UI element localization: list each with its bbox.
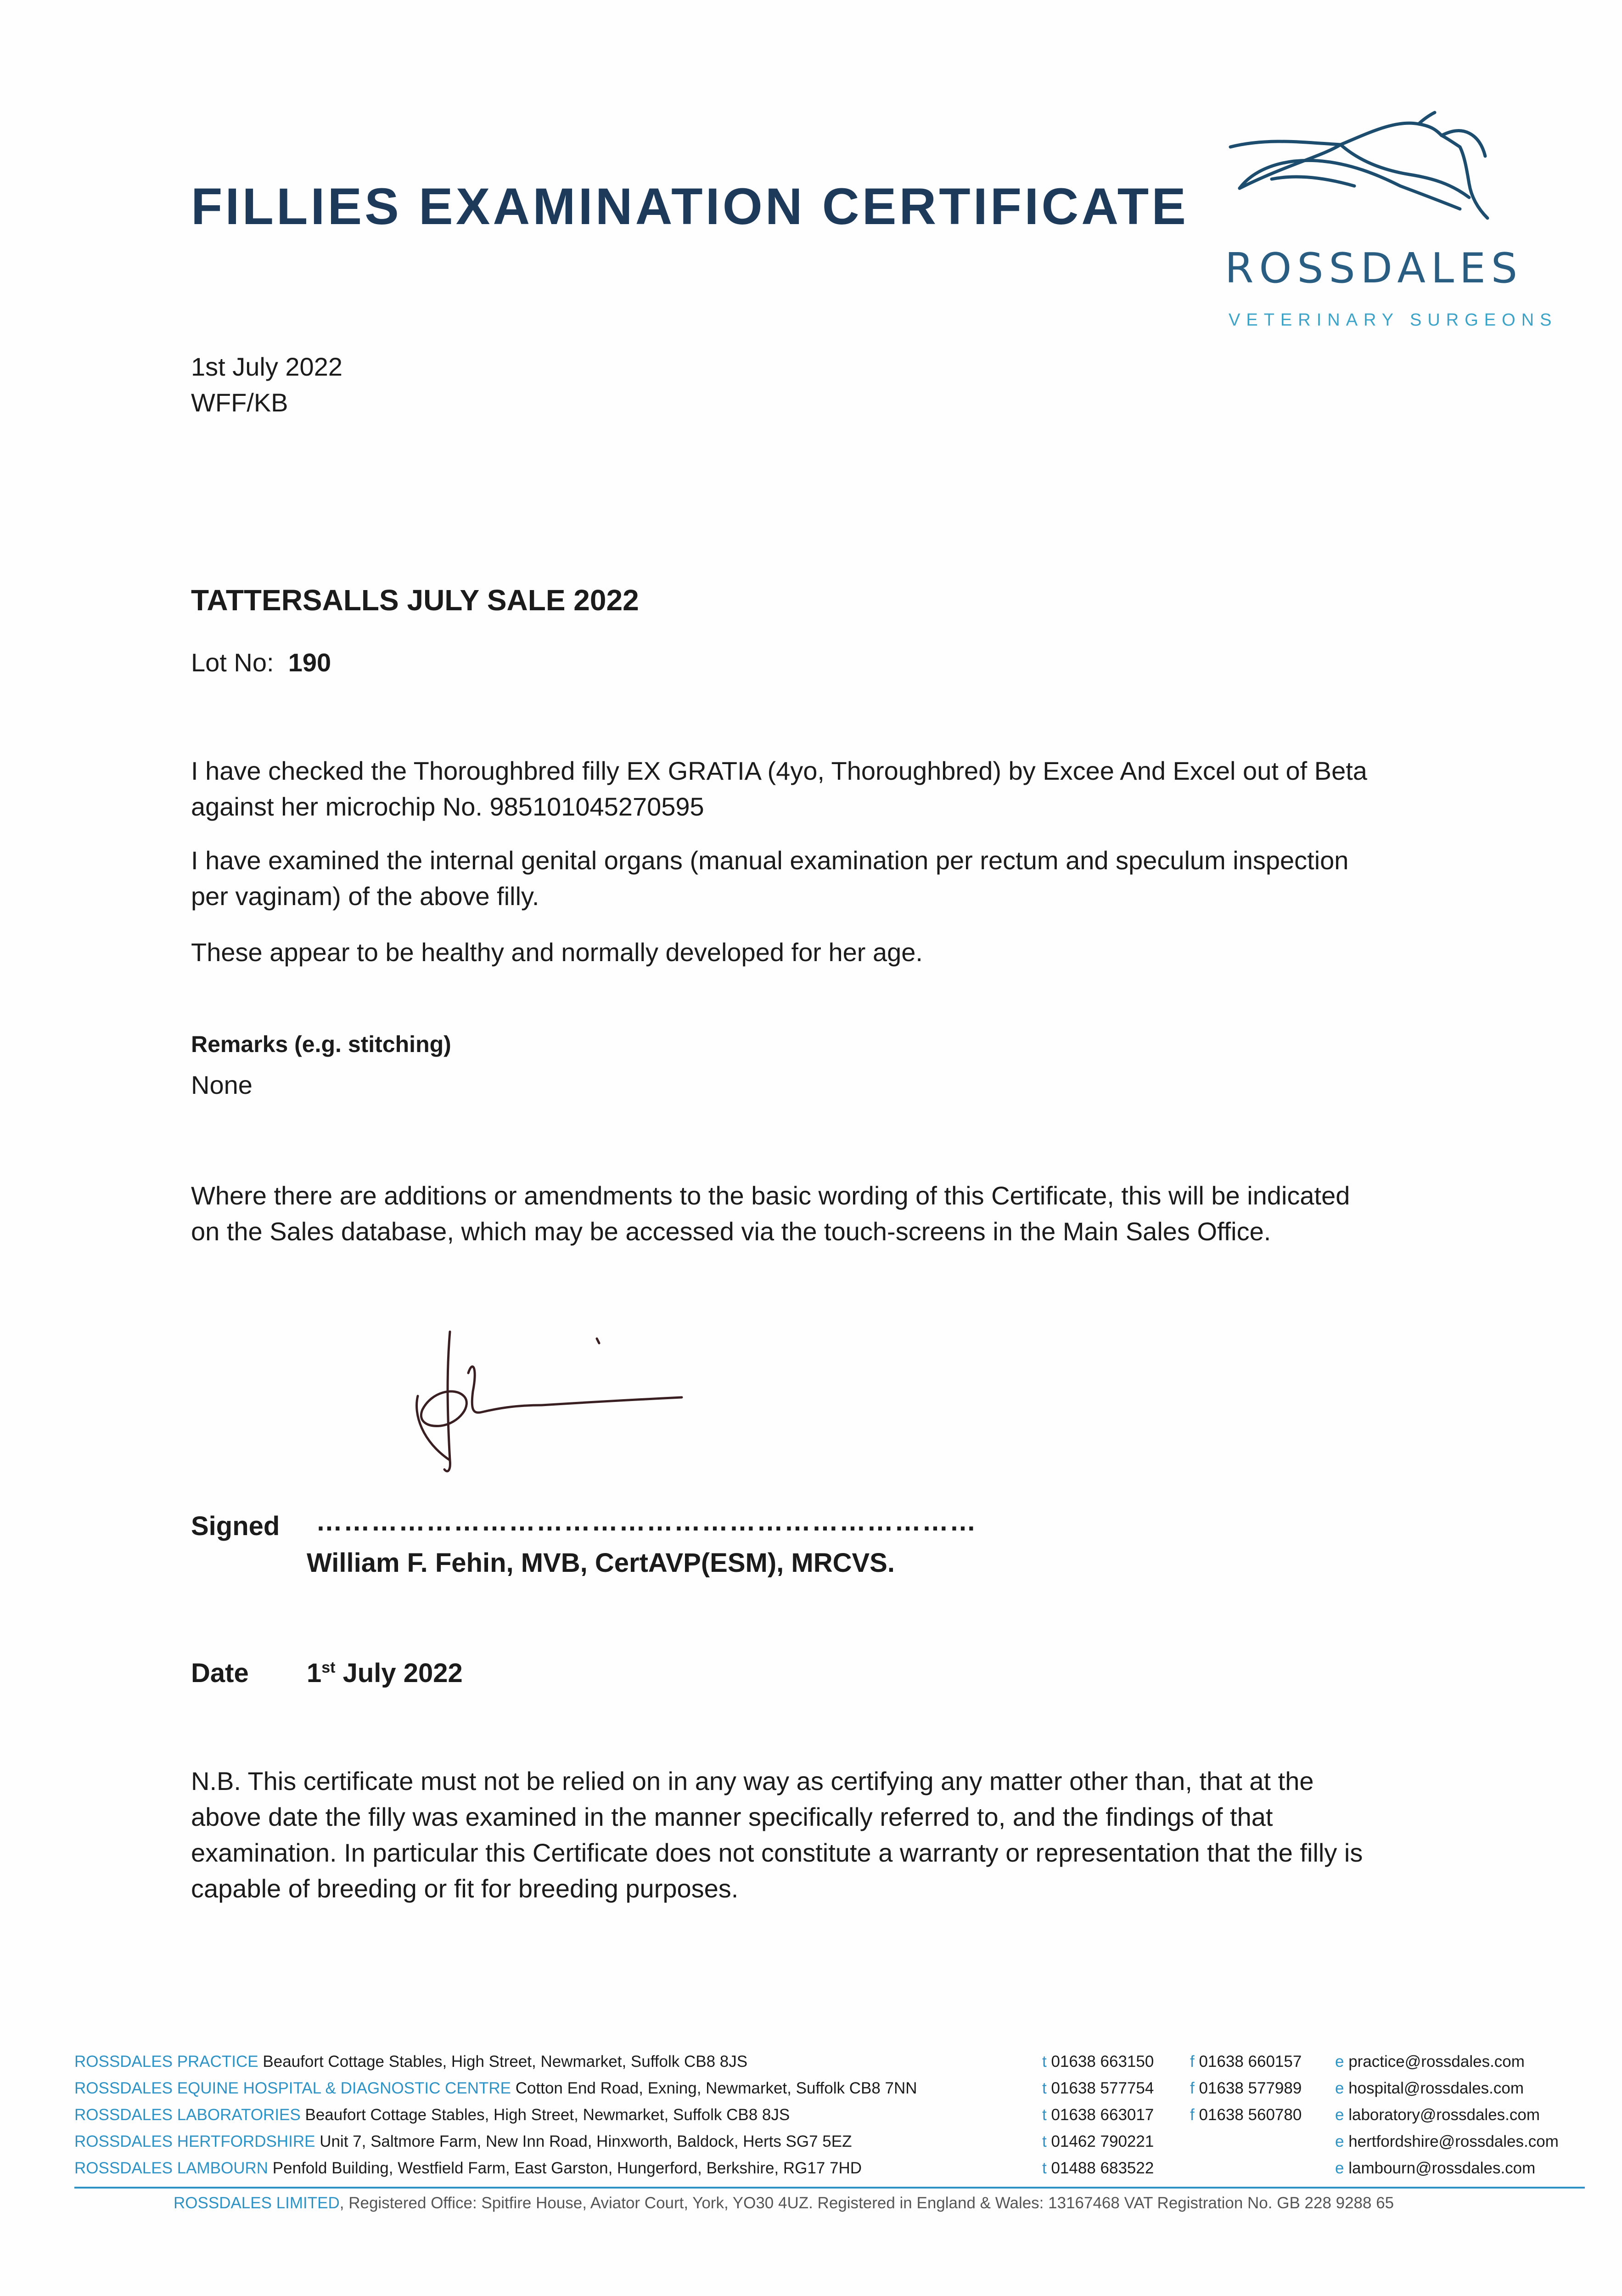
paragraph-identification [191, 753, 1444, 825]
office-address: Penfold Building, Westfield Farm, East Garston, Hungerford, Berkshire, RG17 7HD [272, 2159, 862, 2177]
office-address: Beaufort Cottage Stables, High Street, Newmarket, Suffolk CB8 8JS [305, 2106, 790, 2124]
footer-divider [74, 2187, 1585, 2189]
lot-number [191, 647, 331, 677]
office-fax: f 01638 577989 [1190, 2079, 1302, 2097]
footer-row [74, 2053, 747, 2071]
office-email[interactable]: e hertfordshire@rossdales.com [1335, 2133, 1559, 2150]
paragraph-line: N.B. This certificate must not be relied on in any way as certifying any matter other than, that at the [191, 1767, 1314, 1795]
office-email[interactable]: e practice@rossdales.com [1335, 2053, 1525, 2071]
office-email[interactable]: e hospital@rossdales.com [1335, 2079, 1524, 2097]
office-email[interactable]: e laboratory@rossdales.com [1335, 2106, 1540, 2124]
signed-date: 1st July 2022 [307, 1658, 463, 1688]
lot-label: Lot No: [191, 648, 274, 677]
office-phone[interactable]: t 01638 663150 [1042, 2053, 1154, 2071]
office-name: ROSSDALES HERTFORDSHIRE [74, 2133, 315, 2150]
office-phone[interactable]: t 01488 683522 [1042, 2159, 1154, 2177]
footer-contacts [0, 2053, 1622, 2186]
logo-tagline: VETERINARY SURGEONS [1229, 310, 1558, 330]
office-fax: f 01638 660157 [1190, 2053, 1302, 2071]
office-email[interactable]: e lambourn@rossdales.com [1335, 2159, 1536, 2177]
remarks-value: None [191, 1070, 253, 1099]
office-phone[interactable]: t 01638 663017 [1042, 2106, 1154, 2124]
remarks-heading: Remarks (e.g. stitching) [191, 1031, 451, 1057]
logo-wordmark: ROSSDALES [1225, 244, 1523, 293]
paragraph-line: above date the filly was examined in the manner specifically referred to, and the findings of that [191, 1802, 1273, 1831]
office-name: ROSSDALES PRACTICE [74, 2053, 258, 2071]
letter-date: 1st July 2022 [191, 352, 342, 381]
paragraph-line: I have checked the Thoroughbred filly EX GRATIA (4yo, Thoroughbred) by Excee And Excel out of Beta [191, 756, 1367, 785]
office-name: ROSSDALES LABORATORIES [74, 2106, 301, 2124]
signature-line: ……………………………………………………………… [316, 1507, 977, 1536]
paragraph-line: examination. In particular this Certificate does not constitute a warranty or representation that the filly is [191, 1838, 1363, 1867]
footer-row [74, 2079, 917, 2098]
registered-office: ROSSDALES LIMITED, Registered Office: Spitfire House, Aviator Court, York, YO30 4UZ. Registered in England & Wales: 13167468 VAT Registration No. GB 228 9288 65 [174, 2194, 1394, 2212]
paragraph-line: against her microchip No. 985101045270595 [191, 792, 704, 821]
office-address: Beaufort Cottage Stables, High Street, Newmarket, Suffolk CB8 8JS [263, 2053, 748, 2071]
paragraph-findings: These appear to be healthy and normally developed for her age. [191, 938, 923, 967]
rossdales-logo [1203, 110, 1524, 340]
office-fax: f 01638 560780 [1190, 2106, 1302, 2124]
footer-row [74, 2133, 852, 2151]
lot-value: 190 [288, 648, 331, 677]
office-name: ROSSDALES EQUINE HOSPITAL & DIAGNOSTIC CENTRE [74, 2079, 511, 2097]
paragraph-amendments [191, 1178, 1444, 1249]
page-title: FILLIES EXAMINATION CERTIFICATE [191, 178, 1189, 235]
paragraph-examination [191, 843, 1444, 914]
footer-row [74, 2106, 790, 2124]
office-address: Cotton End Road, Exning, Newmarket, Suffolk CB8 7NN [515, 2079, 917, 2097]
paragraph-line: Where there are additions or amendments to the basic wording of this Certificate, this will be indicated [191, 1181, 1350, 1210]
handwritten-signature [404, 1322, 698, 1488]
office-phone[interactable]: t 01462 790221 [1042, 2133, 1154, 2150]
office-name: ROSSDALES LAMBOURN [74, 2159, 269, 2177]
signed-label: Signed [191, 1511, 280, 1541]
paragraph-line: on the Sales database, which may be accessed via the touch-screens in the Main Sales Office. [191, 1217, 1271, 1246]
footer-row [74, 2159, 862, 2178]
paragraph-line: per vaginam) of the above filly. [191, 882, 539, 911]
sale-heading: TATTERSALLS JULY SALE 2022 [191, 584, 639, 617]
horse-logo-icon [1203, 110, 1524, 243]
date-label: Date [191, 1658, 249, 1688]
paragraph-line: capable of breeding or fit for breeding purposes. [191, 1874, 739, 1903]
paragraph-line: I have examined the internal genital organs (manual examination per rectum and speculum inspection [191, 846, 1349, 875]
reference-code: WFF/KB [191, 388, 288, 417]
signer-name: William F. Fehin, MVB, CertAVP(ESM), MRCVS. [307, 1548, 895, 1578]
disclaimer [191, 1763, 1522, 1907]
office-phone[interactable]: t 01638 577754 [1042, 2079, 1154, 2097]
office-address: Unit 7, Saltmore Farm, New Inn Road, Hinxworth, Baldock, Herts SG7 5EZ [320, 2133, 852, 2150]
